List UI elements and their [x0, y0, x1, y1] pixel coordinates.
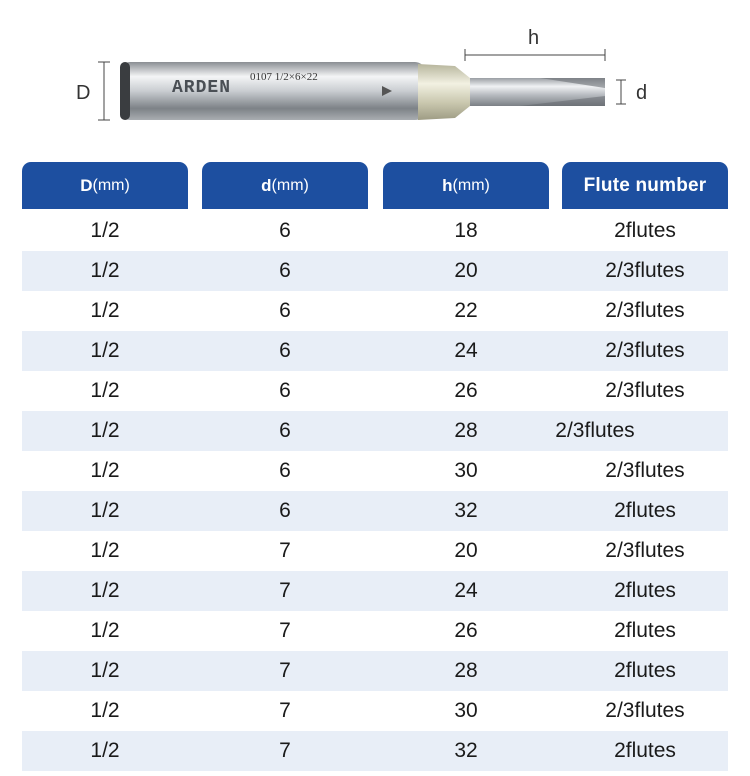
header-D-symbol: D	[80, 175, 93, 195]
header-h-symbol: h	[442, 175, 453, 195]
cell-D: 1/2	[90, 459, 120, 482]
cell-h: 32	[454, 739, 478, 762]
cell-d: 6	[279, 379, 291, 402]
collar	[418, 64, 470, 120]
cell-flutes: 2/3flutes	[605, 459, 685, 482]
header-D	[22, 162, 188, 209]
cell-flutes: 2/3flutes	[605, 339, 685, 362]
cell-d: 6	[279, 259, 291, 282]
cell-D: 1/2	[90, 499, 120, 522]
table-row	[22, 291, 728, 331]
d-label: d	[636, 82, 648, 104]
cell-h: 26	[454, 619, 478, 642]
header-d-unit: (mm)	[271, 176, 309, 194]
cell-D: 1/2	[90, 339, 120, 362]
cell-h: 18	[454, 219, 478, 242]
cell-d: 6	[279, 459, 291, 482]
header-h	[383, 162, 549, 209]
cell-h: 24	[454, 339, 478, 362]
cell-flutes: 2/3flutes	[555, 419, 635, 442]
cell-d: 6	[279, 299, 291, 322]
cell-flutes: 2/3flutes	[605, 259, 685, 282]
table-row	[22, 691, 728, 731]
cell-flutes: 2flutes	[614, 219, 676, 242]
cell-flutes: 2flutes	[614, 499, 676, 522]
table-row	[22, 331, 728, 371]
table-row	[22, 531, 728, 571]
cell-d: 7	[279, 659, 291, 682]
cell-d: 7	[279, 699, 291, 722]
cell-h: 20	[454, 259, 478, 282]
router-bit-illustration	[0, 0, 750, 150]
cell-D: 1/2	[90, 379, 120, 402]
cell-D: 1/2	[90, 579, 120, 602]
brand-logo: ARDEN	[172, 78, 232, 98]
header-flute-number: Flute number	[562, 162, 728, 209]
cell-d: 7	[279, 579, 291, 602]
spec-table	[22, 211, 728, 771]
table-row	[22, 571, 728, 611]
cell-h: 28	[454, 419, 478, 442]
cell-flutes: 2flutes	[614, 579, 676, 602]
cell-h: 30	[454, 699, 478, 722]
header-D-unit: (mm)	[92, 176, 130, 194]
cell-D: 1/2	[90, 219, 120, 242]
cell-D: 1/2	[90, 619, 120, 642]
table-row	[22, 611, 728, 651]
cell-d: 6	[279, 219, 291, 242]
cell-flutes: 2flutes	[614, 619, 676, 642]
table-row	[22, 731, 728, 771]
table-header	[0, 162, 750, 209]
table-row	[22, 411, 728, 451]
router-bit-diagram	[0, 0, 750, 150]
cell-flutes: 2/3flutes	[605, 379, 685, 402]
cell-h: 24	[454, 579, 478, 602]
cell-flutes: 2/3flutes	[605, 539, 685, 562]
h-label: h	[528, 27, 540, 49]
cell-h: 26	[454, 379, 478, 402]
D-label: D	[76, 82, 91, 104]
cell-d: 7	[279, 539, 291, 562]
header-d-symbol: d	[261, 175, 272, 195]
cell-D: 1/2	[90, 419, 120, 442]
cell-D: 1/2	[90, 659, 120, 682]
cell-d: 7	[279, 739, 291, 762]
cell-d: 6	[279, 499, 291, 522]
table-row	[22, 651, 728, 691]
cell-D: 1/2	[90, 539, 120, 562]
cell-h: 22	[454, 299, 478, 322]
cell-d: 6	[279, 419, 291, 442]
table-row	[22, 371, 728, 411]
header-d	[202, 162, 368, 209]
cell-h: 28	[454, 659, 478, 682]
cell-D: 1/2	[90, 699, 120, 722]
cell-D: 1/2	[90, 739, 120, 762]
cell-flutes: 2/3flutes	[605, 699, 685, 722]
cell-flutes: 2flutes	[614, 739, 676, 762]
cell-flutes: 2flutes	[614, 659, 676, 682]
table-row	[22, 451, 728, 491]
cell-D: 1/2	[90, 299, 120, 322]
bit-code: 0107 1/2×6×22	[250, 71, 318, 83]
cell-h: 30	[454, 459, 478, 482]
cell-flutes: 2/3flutes	[605, 299, 685, 322]
cell-d: 7	[279, 619, 291, 642]
table-row	[22, 251, 728, 291]
cell-h: 32	[454, 499, 478, 522]
cell-D: 1/2	[90, 259, 120, 282]
header-h-unit: (mm)	[452, 176, 490, 194]
cell-d: 6	[279, 339, 291, 362]
cell-h: 20	[454, 539, 478, 562]
table-row	[22, 491, 728, 531]
table-row	[22, 211, 728, 251]
